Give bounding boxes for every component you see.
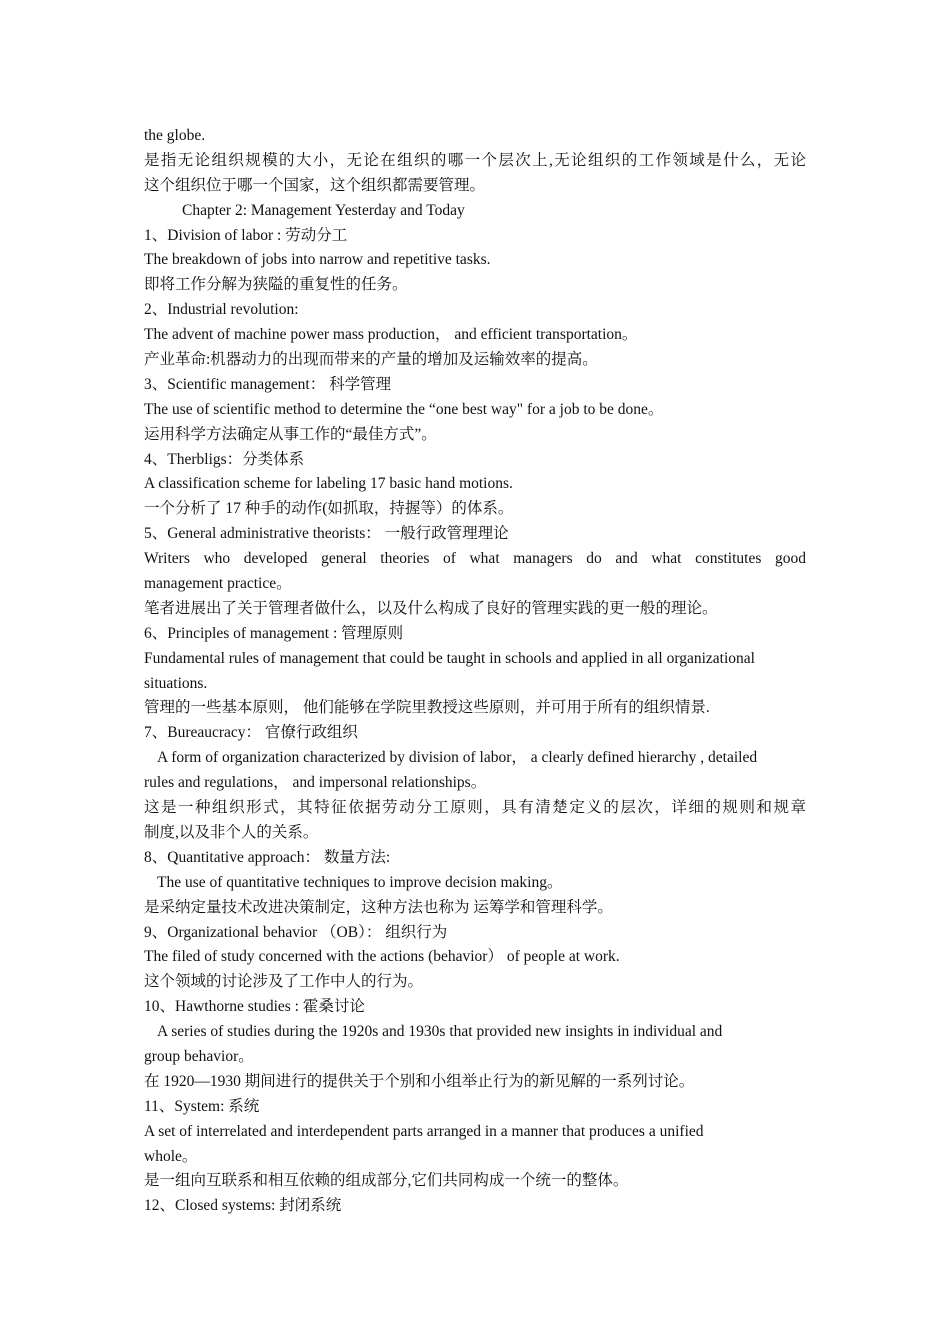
text-line: 一个分析了 17 种手的动作(如抓取，持握等）的体系。: [144, 500, 514, 518]
text-line: 这个组织位于哪一个国家，这个组织都需要管理。: [144, 176, 486, 194]
text-line: 7、Bureaucracy： 官僚行政组织: [144, 724, 358, 742]
text-line: 10、Hawthorne studies : 霍桑讨论: [144, 998, 365, 1016]
text-line: management practice。: [144, 575, 292, 593]
text-line: Writers who developed general theories of what managers do and what constitutes good: [144, 550, 806, 568]
text-line: 3、Scientific management： 科学管理: [144, 375, 392, 393]
text-line: 这个领域的讨论涉及了工作中人的行为。: [144, 973, 424, 991]
text-line: A form of organization characterized by division of labor， a clearly defined hierarchy , detailed: [157, 749, 758, 767]
text-line: 笔者进展出了关于管理者做什么，以及什么构成了良好的管理实践的更一般的理论。: [144, 599, 718, 617]
text-line: 5、General administrative theorists： 一般行政管理理论: [144, 525, 509, 543]
text-line: 6、Principles of management : 管理原则: [144, 624, 404, 642]
text-line: whole。: [144, 1147, 198, 1165]
document-page: [144, 124, 806, 1219]
text-line: 11、System: 系统: [144, 1097, 260, 1115]
text-line: The advent of machine power mass production， and efficient transportation。: [144, 326, 638, 344]
text-line: The breakdown of jobs into narrow and repetitive tasks.: [144, 251, 491, 269]
text-line: The use of quantitative techniques to improve decision making。: [157, 873, 563, 891]
text-line: 2、Industrial revolution:: [144, 301, 299, 319]
text-line: situations.: [144, 674, 208, 692]
text-line: the globe.: [144, 127, 206, 144]
text-line: 产业革命:机器动力的出现而带来的产量的增加及运输效率的提高。: [144, 351, 598, 369]
text-line: A series of studies during the 1920s and 1930s that provided new insights in individual and: [157, 1023, 723, 1041]
text-line: 运用科学方法确定从事工作的“最佳方式”。: [144, 425, 437, 443]
text-line: 管理的一些基本原则， 他们能够在学院里教授这些原则，并可用于所有的组织情景.: [144, 699, 710, 717]
text-line: Chapter 2: Management Yesterday and Today: [182, 201, 465, 219]
text-line: Fundamental rules of management that could be taught in schools and applied in all organizational: [144, 649, 755, 667]
text-line: 12、Closed systems: 封闭系统: [144, 1197, 342, 1215]
text-line: 1、Division of labor : 劳动分工: [144, 226, 348, 244]
text-line: 制度,以及非个人的关系。: [144, 823, 319, 841]
text-line: 是一组向互联系和相互依赖的组成部分,它们共同构成一个统一的整体。: [144, 1172, 629, 1190]
text-line: The use of scientific method to determine the “one best way" for a job to be done。: [144, 400, 664, 418]
text-line: 在 1920—1930 期间进行的提供关于个别和小组举止行为的新见解的一系列讨论。: [144, 1072, 695, 1090]
text-line: 是采纳定量技术改进决策制定，这种方法也称为 运筹学和管理科学。: [144, 898, 613, 916]
text-line: 即将工作分解为狭隘的重复性的任务。: [144, 276, 408, 294]
text-line: 是指无论组织规模的大小，无论在组织的哪一个层次上,无论组织的工作领域是什么，无论: [144, 151, 806, 169]
text-line: 8、Quantitative approach： 数量方法:: [144, 848, 391, 866]
text-line: group behavior。: [144, 1047, 254, 1065]
text-line: 4、Therbligs：分类体系: [144, 450, 305, 468]
text-line: 这是一种组织形式，其特征依据劳动分工原则，具有清楚定义的层次，详细的规则和规章: [144, 799, 806, 817]
text-line: A classification scheme for labeling 17 basic hand motions.: [144, 475, 513, 493]
text-line: The filed of study concerned with the actions (behavior） of people at work.: [144, 948, 620, 966]
text-line: 9、Organizational behavior （OB）： 组织行为: [144, 923, 448, 941]
text-line: rules and regulations， and impersonal relationships。: [144, 774, 487, 792]
text-line: A set of interrelated and interdependent parts arranged in a manner that produces a unified: [144, 1122, 704, 1140]
